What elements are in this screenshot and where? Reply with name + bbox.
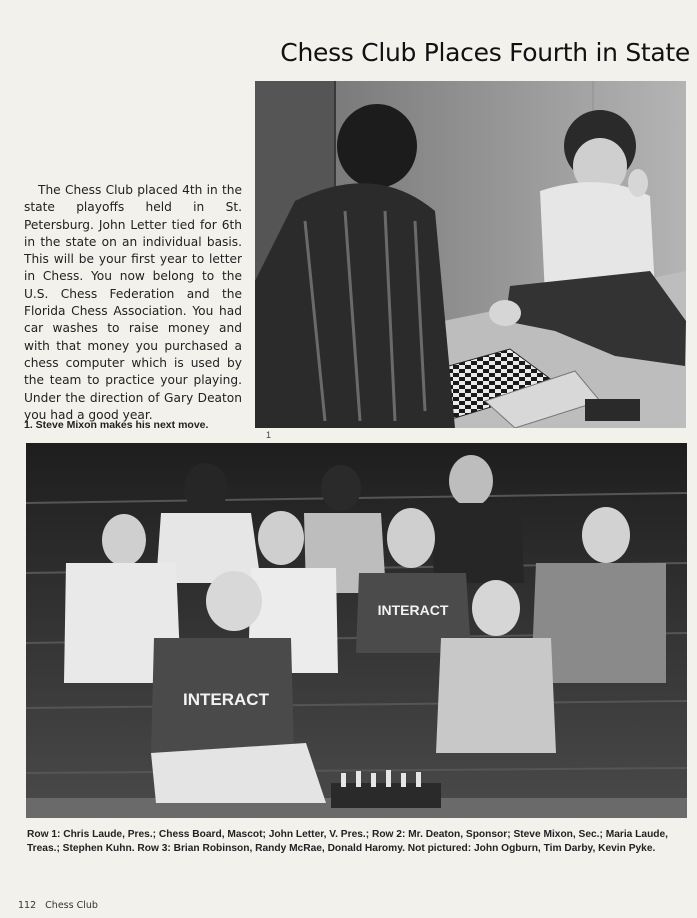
section-name: Chess Club [45,900,98,911]
photo-number: 1 [266,430,272,440]
group-photo-caption: Row 1: Chris Laude, Pres.; Chess Board, Mascot; John Letter, V. Pres.; Row 2: Mr. Deaton, Sponsor; Steve Mixon, Sec.; Maria Laude, Treas.; Stephen Kuhn. Row 3: Brian Robinson, Randy McRae, Donald Haromy. Not pictured: John Ogburn, Tim Darby, Kevin Pyke. [27,829,669,854]
interact-shirt-text-front: INTERACT [183,690,269,709]
interact-shirt-text: INTERACT [377,602,449,618]
photo-caption-1: 1. Steve Mixon makes his next move. [24,419,209,431]
chess-game-photo [255,81,686,428]
page-number: 112 [18,900,37,911]
page-title: Chess Club Places Fourth in State [280,38,690,67]
group-portrait-photo [26,443,687,818]
article-body: The Chess Club placed 4th in the state playoffs held in St. Petersburg. John Letter tied for 6th in the state on an individual basis. This will be your first year to letter in Chess. You now belong to the U.S. Chess Federation and the Florida Chess Association. You had car washes to raise money and with that money you purchased a chess computer which is used by the team to practice your playing. Under the direction of Gary Deaton you had a good year. [24,183,242,422]
page-footer [18,900,104,911]
